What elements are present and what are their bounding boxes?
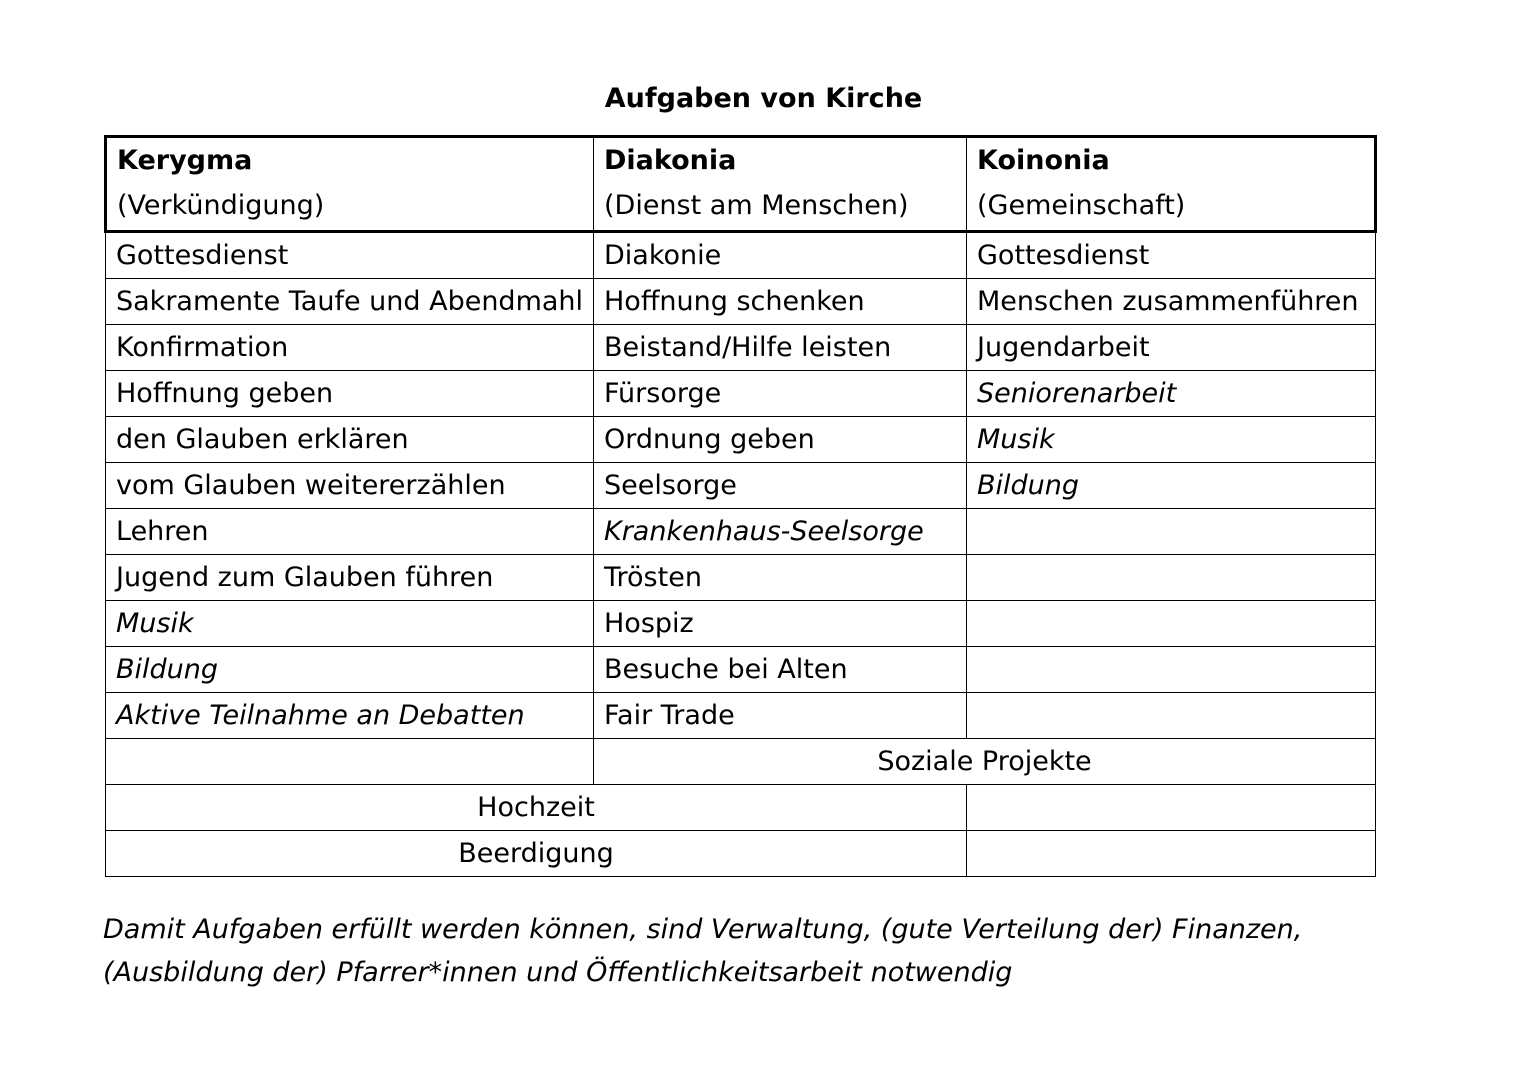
table-cell-empty (967, 831, 1376, 877)
tasks-table (104, 135, 1377, 877)
footnote-line: (Ausbildung der) Pfarrer*innen und Öffentlichkeitsarbeit notwendig (103, 957, 1013, 988)
table-row (106, 601, 1376, 647)
table-cell: Beistand/Hilfe leisten (594, 325, 967, 371)
table-cell: Ordnung geben (594, 417, 967, 463)
table-cell: Seniorenarbeit (967, 371, 1376, 417)
merged-cell-beerdigung: Beerdigung (106, 831, 967, 877)
column-subtitle: (Verkündigung) (117, 190, 325, 221)
table-row (106, 279, 1376, 325)
table-cell: Gottesdienst (106, 232, 594, 279)
table-cell (967, 601, 1376, 647)
table-row (106, 739, 1376, 785)
table-cell: Lehren (106, 509, 594, 555)
header-koinonia (967, 137, 1376, 232)
table-cell: Jugend zum Glauben führen (106, 555, 594, 601)
column-subtitle: (Gemeinschaft) (977, 190, 1186, 221)
table-cell-empty (106, 739, 594, 785)
table-cell (967, 555, 1376, 601)
table-cell: Konfirmation (106, 325, 594, 371)
table-row (106, 232, 1376, 279)
table-cell (967, 509, 1376, 555)
table-cell: Bildung (106, 647, 594, 693)
table-cell: Diakonie (594, 232, 967, 279)
column-name: Koinonia (977, 145, 1110, 176)
table-row (106, 509, 1376, 555)
table-cell-empty (967, 785, 1376, 831)
table-cell: Musik (967, 417, 1376, 463)
column-name: Kerygma (117, 145, 253, 176)
merged-cell-hochzeit: Hochzeit (106, 785, 967, 831)
table-cell: Musik (106, 601, 594, 647)
table-header-row (106, 137, 1376, 232)
table-cell: Fürsorge (594, 371, 967, 417)
table-cell: vom Glauben weitererzählen (106, 463, 594, 509)
table-row (106, 463, 1376, 509)
column-subtitle: (Dienst am Menschen) (604, 190, 909, 221)
table-cell: Seelsorge (594, 463, 967, 509)
column-name: Diakonia (604, 145, 737, 176)
table-cell: den Glauben erklären (106, 417, 594, 463)
table-row (106, 325, 1376, 371)
table-cell (967, 693, 1376, 739)
footnote-line: Damit Aufgaben erfüllt werden können, sind Verwaltung, (gute Verteilung der) Finanzen, (103, 914, 1303, 945)
table-cell: Bildung (967, 463, 1376, 509)
table-row (106, 831, 1376, 877)
table-cell: Besuche bei Alten (594, 647, 967, 693)
header-diakonia (594, 137, 967, 232)
table-cell: Hospiz (594, 601, 967, 647)
table-cell: Aktive Teilnahme an Debatten (106, 693, 594, 739)
table-cell (967, 647, 1376, 693)
table-cell: Gottesdienst (967, 232, 1376, 279)
table-row (106, 371, 1376, 417)
table-row (106, 647, 1376, 693)
table-cell: Sakramente Taufe und Abendmahl (106, 279, 594, 325)
table-cell: Hoffnung geben (106, 371, 594, 417)
table-row (106, 417, 1376, 463)
table-cell: Krankenhaus-Seelsorge (594, 509, 967, 555)
table-cell: Jugendarbeit (967, 325, 1376, 371)
table-cell: Trösten (594, 555, 967, 601)
table-cell: Fair Trade (594, 693, 967, 739)
header-kerygma (106, 137, 594, 232)
table-row (106, 555, 1376, 601)
footnote (103, 908, 1403, 994)
table-cell: Hoffnung schenken (594, 279, 967, 325)
table-row (106, 785, 1376, 831)
table-cell: Menschen zusammenführen (967, 279, 1376, 325)
merged-cell-soziale-projekte: Soziale Projekte (594, 739, 1376, 785)
page-title: Aufgaben von Kirche (604, 83, 923, 114)
table-row (106, 693, 1376, 739)
